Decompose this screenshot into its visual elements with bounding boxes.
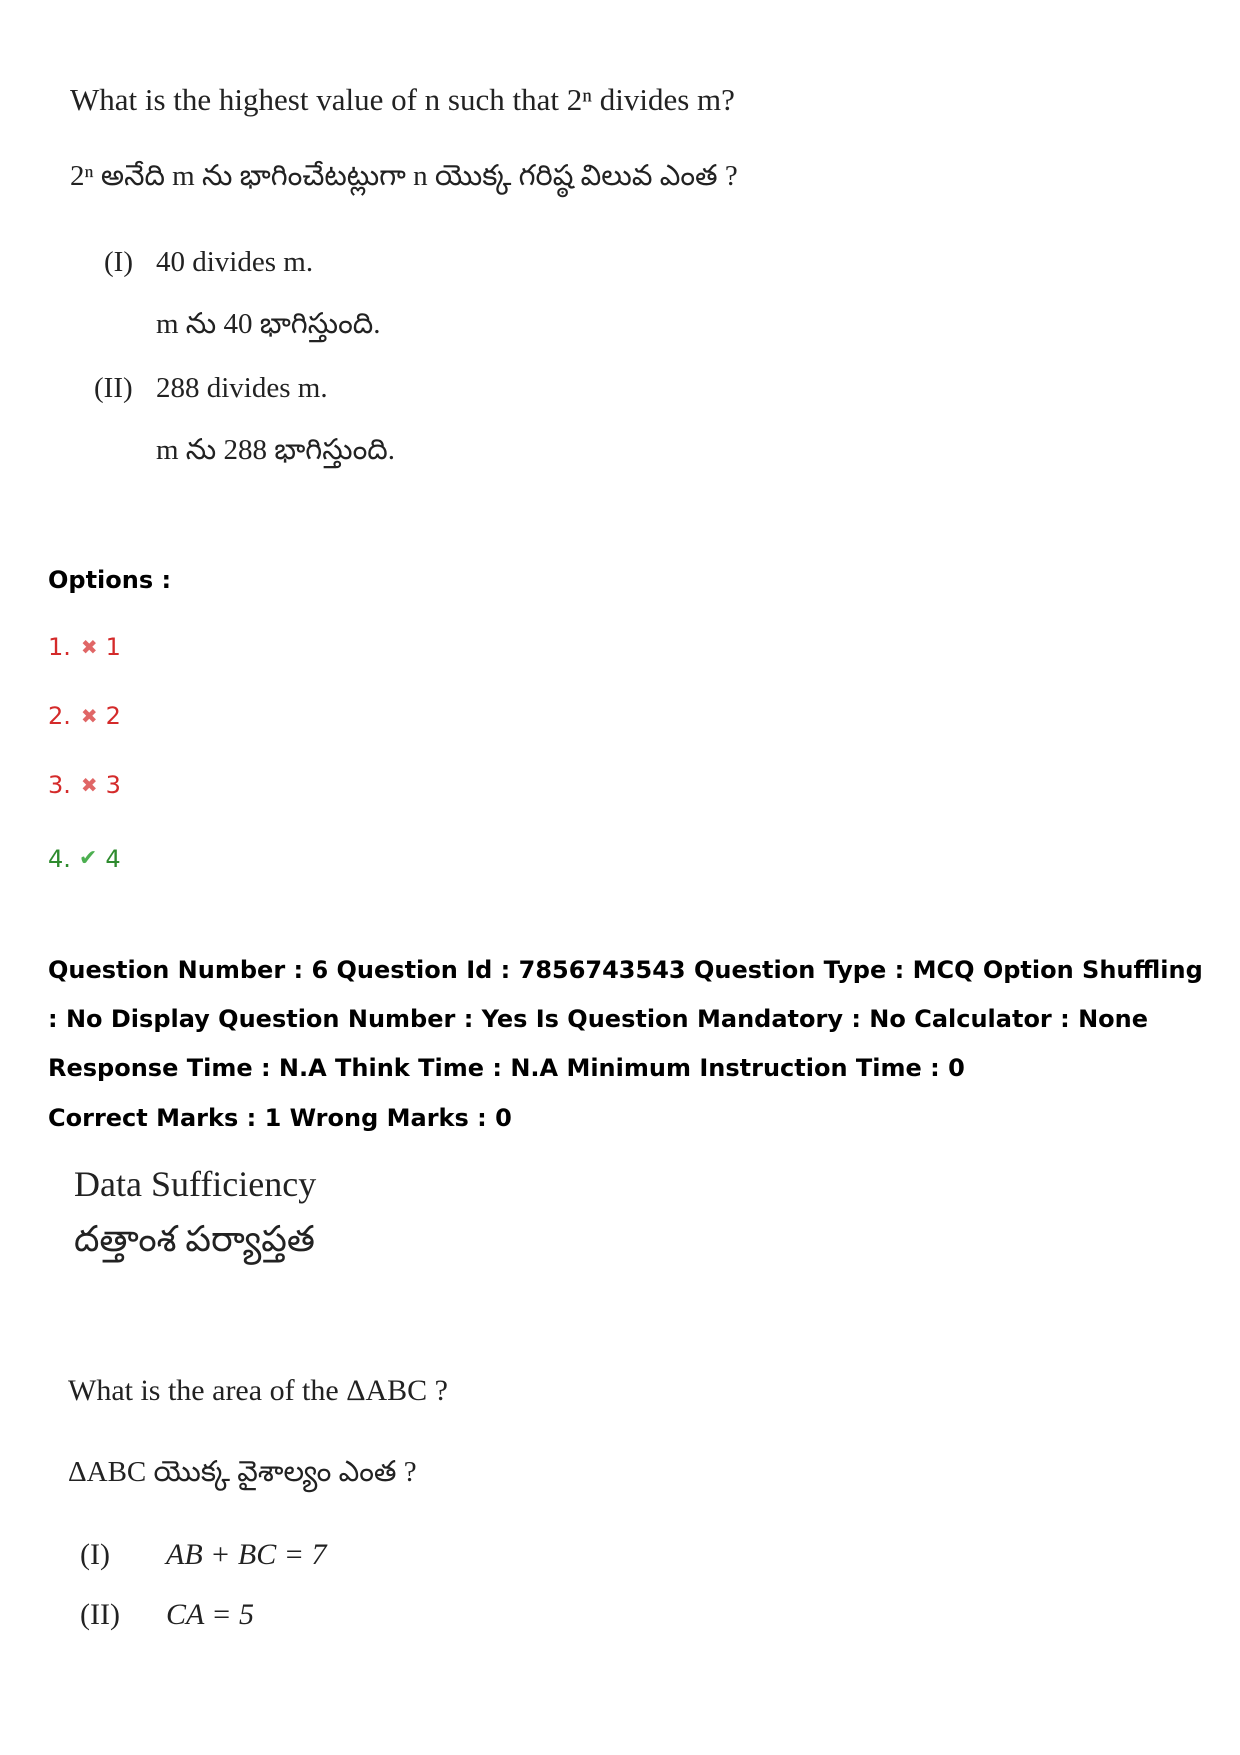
option-text: 3 bbox=[105, 771, 121, 799]
statement-text-en: 40 divides m. bbox=[156, 246, 314, 278]
cross-icon: ✖ bbox=[80, 635, 98, 659]
question-text-te: 2ⁿ అనేది m ను భాగించేటట్లుగా n యొక్క గరిష్ఠ విలువ ఎంత ? bbox=[70, 160, 738, 192]
option-number: 3. bbox=[48, 771, 71, 799]
option-2[interactable] bbox=[48, 702, 121, 730]
statement-label: (I) bbox=[104, 246, 133, 278]
section-title-te: దత్తాంశ పర్యాప్తత bbox=[74, 1219, 315, 1259]
statement-text-te: m ను 288 భాగిస్తుంది. bbox=[156, 434, 396, 466]
check-icon: ✔ bbox=[78, 846, 98, 871]
question-text-te: ΔABC యొక్క వైశాల్యం ఎంత ? bbox=[68, 1456, 417, 1488]
option-number: 1. bbox=[48, 633, 71, 661]
option-text: 1 bbox=[105, 633, 121, 661]
question-meta: Question Number : 6 Question Id : 7856743543 Question Type : MCQ Option Shuffling : No Display Question Number : Yes Is Question Mandatory : No Calculator : None Response Time : N.A Think Time : N.A Minimum Instruction Time : 0 bbox=[48, 956, 1203, 1082]
question-text-en: What is the highest value of n such that 2ⁿ divides m? bbox=[70, 82, 735, 117]
statement-expression: CA = 5 bbox=[166, 1598, 255, 1631]
statement-label: (II) bbox=[94, 372, 133, 404]
section-title-en: Data Sufficiency bbox=[74, 1164, 317, 1204]
option-3[interactable] bbox=[48, 771, 121, 799]
marks-info: Correct Marks : 1 Wrong Marks : 0 bbox=[48, 1104, 512, 1132]
option-number: 4. bbox=[48, 845, 71, 873]
option-1[interactable] bbox=[48, 633, 121, 661]
option-4[interactable] bbox=[48, 845, 121, 873]
option-text: 2 bbox=[105, 702, 121, 730]
options-heading: Options : bbox=[48, 566, 172, 594]
statement-text-te: m ను 40 భాగిస్తుంది. bbox=[156, 308, 381, 340]
option-text: 4 bbox=[105, 845, 121, 873]
cross-icon: ✖ bbox=[80, 773, 98, 797]
statement-label: (I) bbox=[80, 1538, 110, 1571]
statement-expression: AB + BC = 7 bbox=[166, 1538, 327, 1571]
cross-icon: ✖ bbox=[80, 704, 98, 728]
question-text-en: What is the area of the ΔABC ? bbox=[68, 1374, 448, 1407]
statement-label: (II) bbox=[80, 1598, 120, 1631]
option-number: 2. bbox=[48, 702, 71, 730]
statement-text-en: 288 divides m. bbox=[156, 372, 328, 404]
